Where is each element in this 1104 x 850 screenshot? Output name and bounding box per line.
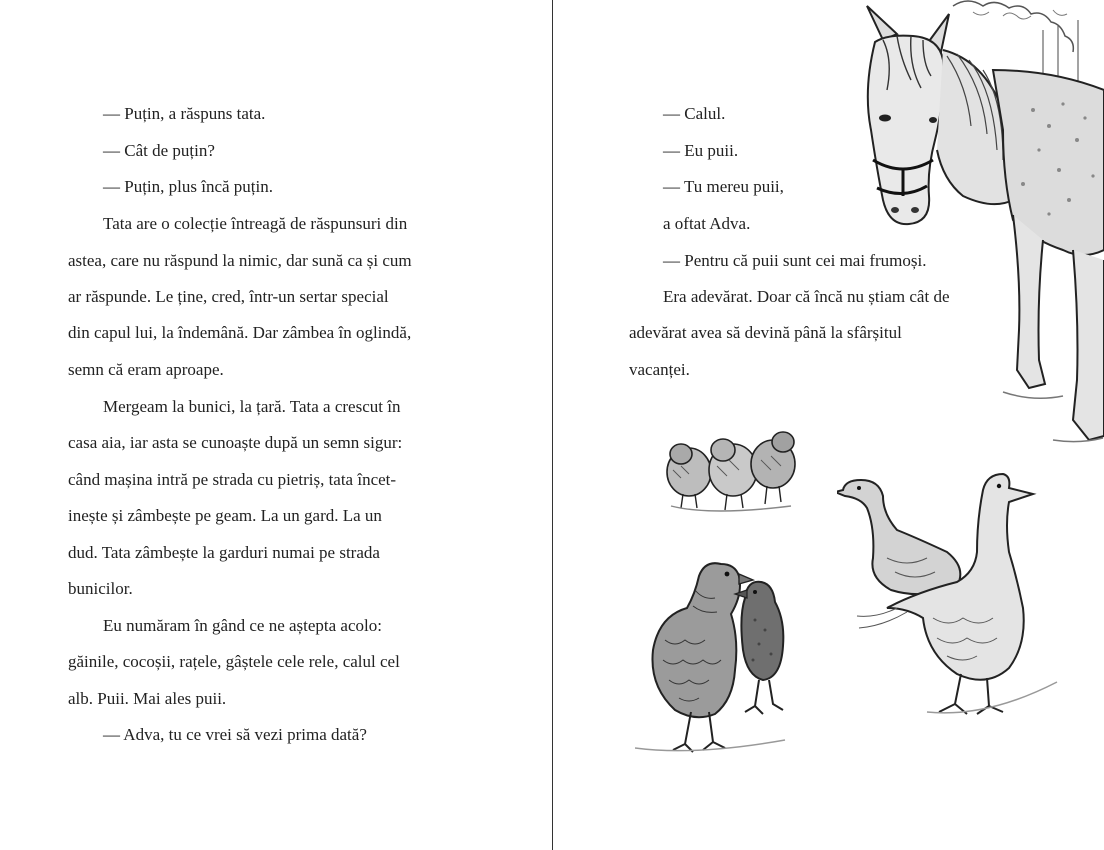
text-line: — Tu mereu puii, [663,177,784,196]
text-line: Era adevărat. Doar că încă nu știam cât de [663,287,950,306]
chicks-illustration [661,420,809,520]
text-line: casa aia, iar asta se cunoaște după un semn sigur: [68,433,403,452]
right-page [553,0,1104,850]
hens-icon [635,550,787,755]
text-line: dud. Tata zâmbește la garduri numai pe strada [68,543,380,562]
text-line: a oftat Adva. [663,214,751,233]
text-line: bunicilor. [68,579,133,598]
horse-icon [853,0,1104,445]
chicks-icon [661,420,809,520]
text-line: — Cât de puțin? [103,141,215,160]
text-line: din capul lui, la îndemână. Dar zâmbea în oglindă, [68,323,412,342]
text-line: — Adva, tu ce vrei să vezi prima dată? [103,725,367,744]
hens-illustration [635,550,787,755]
text-line: astea, care nu răspund la nimic, dar sună ca și cum [68,251,412,270]
text-line: vacanței. [629,360,690,379]
text-line: Eu număram în gând ce ne aștepta acolo: [103,616,382,635]
text-line: — Pentru că puii sunt cei mai frumoși. [663,251,927,270]
text-line: ar răspunde. Le ține, cred, într-un sertar special [68,287,389,306]
horse-illustration [853,0,1104,445]
text-line: — Puțin, plus încă puțin. [103,177,273,196]
geese-icon [837,468,1067,723]
text-line: — Eu puii. [663,141,739,160]
geese-illustration [837,468,1067,723]
text-line: găinile, cocoșii, rațele, gâștele cele rele, calul cel [68,652,400,671]
text-line: — Puțin, a răspuns tata. [103,104,266,123]
text-line: — Calul. [663,104,726,123]
text-line: semn că eram aproape. [68,360,224,379]
text-line: Mergeam la bunici, la țară. Tata a crescut în [103,397,401,416]
text-line: adevărat avea să devină până la sfârșitul [629,323,902,342]
text-line: când mașina intră pe strada cu pietriș, tata încet- [68,470,397,489]
text-line: inește și zâmbește pe geam. La un gard. La un [68,506,382,525]
text-line: alb. Puii. Mai ales puii. [68,689,227,708]
text-line: Tata are o colecție întreagă de răspunsuri din [103,214,408,233]
